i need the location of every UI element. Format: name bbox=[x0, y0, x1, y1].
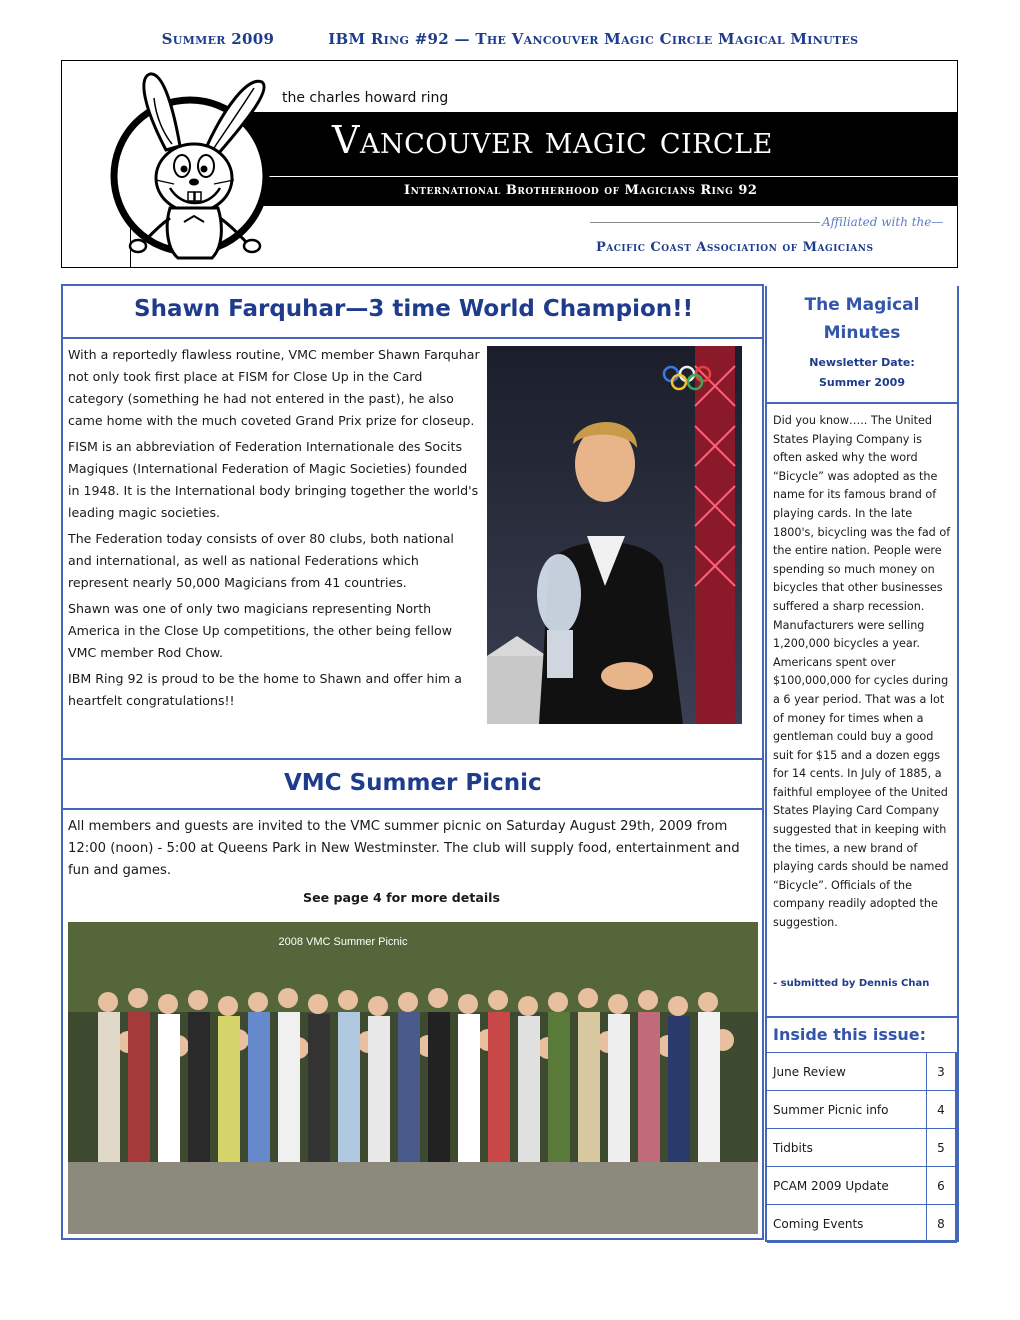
newsletter-title-line2: Minutes bbox=[823, 323, 901, 343]
association-name: Pacific Coast Association of Magicians bbox=[596, 240, 874, 255]
toc-row[interactable] bbox=[767, 1129, 956, 1167]
article-body bbox=[68, 344, 480, 716]
running-head bbox=[0, 30, 1020, 48]
toc-page: 8 bbox=[927, 1205, 957, 1243]
picnic-body: All members and guests are invited to the VMC summer picnic on Saturday August 29th, 2009 from 12:00 (noon) - 5:00 at Queens Park in New Westminster. The club will supply food, entertainment and fun and games. bbox=[68, 819, 740, 878]
newsletter-date bbox=[767, 353, 957, 393]
inside-issue-title: Inside this issue: bbox=[773, 1025, 927, 1044]
toc-title[interactable]: Tidbits bbox=[767, 1129, 927, 1167]
toc-page: 3 bbox=[927, 1053, 957, 1091]
running-head-title: IBM Ring #92 — The Vancouver Magic Circle Magical Minutes bbox=[328, 30, 859, 48]
affiliation-text: Affiliated with the bbox=[822, 215, 932, 229]
toc-title[interactable]: Summer Picnic info bbox=[767, 1091, 927, 1129]
toc-row[interactable] bbox=[767, 1091, 956, 1129]
banner-divider bbox=[220, 176, 958, 177]
toc-title[interactable]: June Review bbox=[767, 1053, 927, 1091]
toc-row[interactable] bbox=[767, 1053, 956, 1091]
toc-page: 6 bbox=[927, 1167, 957, 1205]
affiliation-line: Affiliated with the— bbox=[590, 215, 943, 229]
newsletter-date-value: Summer 2009 bbox=[818, 376, 905, 389]
sidebar-divider bbox=[765, 402, 959, 404]
newsletter-date-label: Newsletter Date: bbox=[809, 356, 915, 369]
newsletter-title-line1: The Magical bbox=[804, 295, 920, 315]
article-paragraph: Shawn was one of only two magicians representing North America in the Close Up competitions, the other being fellow VMC member Rod Chow. bbox=[68, 601, 453, 660]
picnic-group-photo bbox=[68, 922, 758, 1234]
picnic-headline-rule bbox=[63, 808, 762, 810]
running-head-issue: Summer 2009 bbox=[161, 30, 275, 48]
section-divider bbox=[63, 758, 762, 760]
organization-title: Vancouver magic circle bbox=[332, 118, 773, 162]
article-paragraph: With a reportedly flawless routine, VMC member Shawn Farquhar not only took first place at FISM for Close Up in the Card category (something he had not entered in the past), he also came home with the much coveted Grand Prix prize for closeup. bbox=[68, 347, 480, 428]
toc-row[interactable] bbox=[767, 1205, 956, 1243]
rabbit-mascot-icon bbox=[108, 68, 288, 268]
article-paragraph: FISM is an abbreviation of Federation Internationale des Socits Magiques (International Federation of Magic Societies) founded in 1948. It is the International body bringing together the world's leading magic societies. bbox=[68, 439, 479, 520]
picnic-photo-caption: 2008 VMC Summer Picnic bbox=[278, 936, 408, 948]
article-headline: Shawn Farquhar—3 time World Champion!! bbox=[134, 296, 694, 322]
toc-title[interactable]: Coming Events bbox=[767, 1205, 927, 1243]
headline-rule bbox=[63, 337, 762, 339]
toc-page: 4 bbox=[927, 1091, 957, 1129]
toc-title[interactable]: PCAM 2009 Update bbox=[767, 1167, 927, 1205]
article-paragraph: The Federation today consists of over 80 clubs, both national and international, as well as national Federations which represent nearly 50,000 Magicians from 41 countries. bbox=[68, 531, 454, 590]
champion-photo bbox=[487, 346, 742, 724]
toc-row[interactable] bbox=[767, 1167, 956, 1205]
ring-name: the charles howard ring bbox=[282, 90, 449, 106]
picnic-headline: VMC Summer Picnic bbox=[284, 770, 542, 796]
article-paragraph: IBM Ring 92 is proud to be the home to Shawn and offer him a heartfelt congratulations!! bbox=[68, 671, 462, 708]
sidebar-divider-2 bbox=[765, 1016, 959, 1018]
table-of-contents bbox=[767, 1052, 957, 1243]
did-you-know-text: Did you know….. The United States Playing Company is often asked why the word “Bicycle” was adopted as the name for its famous brand of playing cards. In the late 1800's, bicycling was the fad of the entire nation. People were spending so much money on bicycles that other businesses suffered a sharp recession. Manufacturers were selling 1,200,000 bicycles a year. Americans spent over $100,000,000 for cycles during a 6 year period. That was a lot of money for times when a gentleman could buy a good suit for $15 and a dozen eggs for 14 cents. In July of 1885, a faithful employee of the United States Playing Card Company suggested that in keeping with the times, a new brand of playing cards should be named “Bicycle”. Officials of the company readily adopted the suggestion. bbox=[773, 414, 951, 930]
organization-subtitle: International Brotherhood of Magicians Ring 92 bbox=[404, 183, 758, 198]
submission-credit: - submitted by Dennis Chan bbox=[773, 978, 930, 989]
newsletter-title bbox=[767, 291, 957, 347]
picnic-details-link[interactable]: See page 4 for more details bbox=[303, 890, 500, 905]
toc-page: 5 bbox=[927, 1129, 957, 1167]
